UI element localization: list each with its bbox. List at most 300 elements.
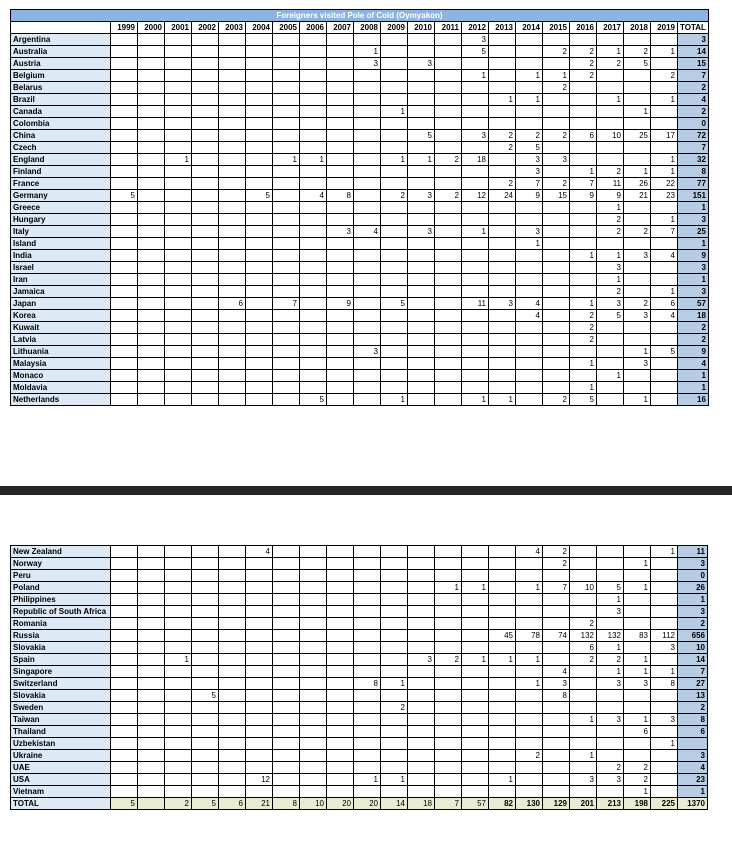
value-cell [570, 738, 597, 750]
value-cell: 1 [597, 666, 624, 678]
row-total-cell: 3 [678, 286, 709, 298]
value-cell [192, 262, 219, 274]
year-total-cell: 130 [516, 798, 543, 810]
value-cell [165, 594, 192, 606]
value-cell: 2 [597, 214, 624, 226]
table-row [11, 702, 708, 714]
value-cell [354, 334, 381, 346]
value-cell [219, 106, 246, 118]
value-cell [354, 190, 381, 202]
value-cell [111, 334, 138, 346]
value-cell [381, 594, 408, 606]
value-cell [651, 82, 678, 94]
value-cell [192, 178, 219, 190]
value-cell: 2 [543, 130, 570, 142]
value-cell: 4 [354, 226, 381, 238]
value-cell [381, 226, 408, 238]
row-total-cell: 11 [678, 546, 708, 558]
country-cell: Iran [11, 274, 111, 286]
value-cell: 3 [624, 678, 651, 690]
value-cell [381, 82, 408, 94]
country-cell: Kuwait [11, 322, 111, 334]
value-cell: 8 [327, 190, 354, 202]
year-total-cell: 213 [597, 798, 624, 810]
year-total-cell: 18 [408, 798, 435, 810]
value-cell [192, 750, 219, 762]
value-cell [651, 382, 678, 394]
value-cell [138, 606, 165, 618]
value-cell [192, 358, 219, 370]
country-cell: France [11, 178, 111, 190]
value-cell [354, 154, 381, 166]
value-cell [111, 310, 138, 322]
value-cell [138, 714, 165, 726]
value-cell [516, 594, 543, 606]
value-cell: 2 [597, 654, 624, 666]
value-cell [138, 250, 165, 262]
table-row [11, 190, 709, 202]
row-total-cell: 27 [678, 678, 708, 690]
value-cell [651, 606, 678, 618]
value-cell [273, 58, 300, 70]
value-cell [435, 618, 462, 630]
value-cell [435, 322, 462, 334]
value-cell [111, 118, 138, 130]
value-cell [624, 618, 651, 630]
value-cell [165, 334, 192, 346]
value-cell [192, 618, 219, 630]
value-cell [219, 322, 246, 334]
value-cell [435, 738, 462, 750]
value-cell [111, 382, 138, 394]
value-cell [165, 106, 192, 118]
value-cell [462, 762, 489, 774]
value-cell: 1 [597, 94, 624, 106]
value-cell [462, 750, 489, 762]
row-total-cell: 9 [678, 250, 709, 262]
value-cell [300, 334, 327, 346]
value-cell [354, 714, 381, 726]
value-cell: 4 [246, 546, 273, 558]
country-cell: Malaysia [11, 358, 111, 370]
value-cell [246, 750, 273, 762]
value-cell [570, 106, 597, 118]
country-cell: Switzerland [11, 678, 111, 690]
value-cell [381, 334, 408, 346]
value-cell [408, 166, 435, 178]
value-cell [327, 702, 354, 714]
value-cell [192, 582, 219, 594]
value-cell [111, 82, 138, 94]
table-row [11, 630, 708, 642]
value-cell [246, 714, 273, 726]
value-cell: 6 [624, 726, 651, 738]
value-cell [354, 394, 381, 406]
value-cell: 3 [462, 34, 489, 46]
row-total-cell: 3 [678, 606, 708, 618]
value-cell [435, 310, 462, 322]
value-cell [165, 666, 192, 678]
value-cell [597, 118, 624, 130]
value-cell [570, 274, 597, 286]
country-cell: Philippines [11, 594, 111, 606]
value-cell: 5 [651, 346, 678, 358]
value-cell [543, 94, 570, 106]
value-cell: 1 [516, 582, 543, 594]
value-cell [381, 250, 408, 262]
value-cell [300, 58, 327, 70]
value-cell: 1 [273, 154, 300, 166]
value-cell [543, 274, 570, 286]
value-cell: 1 [651, 166, 678, 178]
value-cell [462, 570, 489, 582]
value-cell [408, 582, 435, 594]
value-cell [273, 654, 300, 666]
value-cell [597, 546, 624, 558]
value-cell: 3 [516, 166, 543, 178]
value-cell [300, 570, 327, 582]
value-cell [489, 786, 516, 798]
value-cell [516, 570, 543, 582]
value-cell [354, 606, 381, 618]
value-cell [597, 154, 624, 166]
value-cell [327, 94, 354, 106]
value-cell [192, 70, 219, 82]
value-cell [462, 558, 489, 570]
value-cell [462, 202, 489, 214]
value-cell [354, 274, 381, 286]
value-cell [597, 558, 624, 570]
value-cell [111, 322, 138, 334]
row-total-cell: 13 [678, 690, 708, 702]
year-header-2008: 2008 [354, 22, 381, 34]
value-cell [219, 702, 246, 714]
country-cell: Germany [11, 190, 111, 202]
year-header-2005: 2005 [273, 22, 300, 34]
value-cell [435, 166, 462, 178]
value-cell [462, 618, 489, 630]
value-cell: 9 [570, 190, 597, 202]
value-cell [138, 558, 165, 570]
value-cell [111, 274, 138, 286]
row-total-cell: 2 [678, 334, 709, 346]
value-cell [273, 786, 300, 798]
value-cell [219, 394, 246, 406]
value-cell [516, 606, 543, 618]
value-cell [165, 34, 192, 46]
value-cell: 3 [543, 678, 570, 690]
value-cell [408, 750, 435, 762]
value-cell [516, 202, 543, 214]
country-cell: Peru [11, 570, 111, 582]
value-cell [462, 346, 489, 358]
value-cell [300, 382, 327, 394]
value-cell [192, 226, 219, 238]
country-cell: Austria [11, 58, 111, 70]
value-cell [219, 286, 246, 298]
country-cell: Czech [11, 142, 111, 154]
value-cell [219, 382, 246, 394]
value-cell [219, 58, 246, 70]
value-cell [516, 82, 543, 94]
value-cell [381, 382, 408, 394]
value-cell [624, 142, 651, 154]
table-row [11, 226, 709, 238]
value-cell [192, 678, 219, 690]
table-row [11, 286, 709, 298]
value-cell [489, 238, 516, 250]
value-cell [165, 774, 192, 786]
table-row [11, 546, 708, 558]
value-cell: 5 [381, 298, 408, 310]
value-cell [543, 286, 570, 298]
value-cell [381, 546, 408, 558]
value-cell [435, 570, 462, 582]
value-cell [165, 358, 192, 370]
table-row [11, 786, 708, 798]
year-header-1999: 1999 [111, 22, 138, 34]
year-total-cell: 20 [354, 798, 381, 810]
value-cell [192, 34, 219, 46]
value-cell [246, 382, 273, 394]
value-cell [462, 594, 489, 606]
value-cell [111, 46, 138, 58]
value-cell [408, 678, 435, 690]
value-cell [111, 394, 138, 406]
value-cell [300, 142, 327, 154]
value-cell: 78 [516, 630, 543, 642]
country-cell: Slovakia [11, 690, 111, 702]
value-cell [192, 382, 219, 394]
value-cell [381, 274, 408, 286]
value-cell [489, 82, 516, 94]
value-cell [408, 714, 435, 726]
value-cell [165, 274, 192, 286]
value-cell [111, 226, 138, 238]
value-cell [165, 370, 192, 382]
value-cell: 1 [462, 70, 489, 82]
value-cell: 2 [543, 178, 570, 190]
value-cell [165, 606, 192, 618]
country-cell: Thailand [11, 726, 111, 738]
value-cell [219, 178, 246, 190]
value-cell: 1 [516, 678, 543, 690]
value-cell [462, 142, 489, 154]
value-cell [192, 714, 219, 726]
value-cell [435, 370, 462, 382]
value-cell [138, 82, 165, 94]
value-cell [597, 738, 624, 750]
value-cell [246, 178, 273, 190]
table-row [11, 94, 709, 106]
value-cell [273, 558, 300, 570]
value-cell [219, 46, 246, 58]
value-cell [651, 394, 678, 406]
value-cell [138, 382, 165, 394]
value-cell [273, 346, 300, 358]
row-total-cell: 2 [678, 106, 709, 118]
table-row [11, 322, 709, 334]
table-row [11, 618, 708, 630]
value-cell [165, 130, 192, 142]
value-cell: 5 [597, 582, 624, 594]
value-cell [273, 82, 300, 94]
row-total-cell: 7 [678, 666, 708, 678]
value-cell [381, 750, 408, 762]
value-cell [516, 642, 543, 654]
value-cell: 2 [543, 394, 570, 406]
value-cell [381, 178, 408, 190]
row-total-cell: 8 [678, 714, 708, 726]
value-cell [111, 558, 138, 570]
value-cell [327, 118, 354, 130]
value-cell: 5 [300, 394, 327, 406]
value-cell [381, 666, 408, 678]
value-cell: 1 [165, 154, 192, 166]
value-cell [165, 726, 192, 738]
value-cell [192, 298, 219, 310]
value-cell: 4 [651, 310, 678, 322]
value-cell [192, 286, 219, 298]
value-cell [435, 358, 462, 370]
value-cell [624, 702, 651, 714]
value-cell: 83 [624, 630, 651, 642]
row-total-cell: 8 [678, 166, 709, 178]
value-cell [219, 70, 246, 82]
value-cell [165, 346, 192, 358]
country-cell: Belarus [11, 82, 111, 94]
value-cell: 1 [597, 594, 624, 606]
value-cell [273, 34, 300, 46]
country-cell: Japan [11, 298, 111, 310]
value-cell [138, 58, 165, 70]
value-cell [300, 594, 327, 606]
row-total-cell: 2 [678, 322, 709, 334]
country-cell: Monaco [11, 370, 111, 382]
value-cell [624, 286, 651, 298]
value-cell [192, 94, 219, 106]
value-cell [165, 382, 192, 394]
value-cell [381, 94, 408, 106]
value-cell [624, 546, 651, 558]
value-cell [651, 726, 678, 738]
value-cell [570, 570, 597, 582]
value-cell [435, 702, 462, 714]
value-cell [246, 642, 273, 654]
value-cell [570, 346, 597, 358]
row-total-cell: 1 [678, 370, 709, 382]
value-cell [300, 654, 327, 666]
value-cell [111, 34, 138, 46]
table-row [11, 346, 709, 358]
value-cell [462, 118, 489, 130]
value-cell [327, 606, 354, 618]
value-cell [327, 34, 354, 46]
value-cell [354, 34, 381, 46]
value-cell [192, 642, 219, 654]
value-cell [543, 774, 570, 786]
value-cell: 3 [408, 190, 435, 202]
country-cell: Colombia [11, 118, 111, 130]
value-cell [138, 762, 165, 774]
value-cell [381, 46, 408, 58]
value-cell [597, 358, 624, 370]
year-total-cell: 7 [435, 798, 462, 810]
value-cell [570, 690, 597, 702]
value-cell [327, 654, 354, 666]
value-cell [219, 214, 246, 226]
value-cell [111, 582, 138, 594]
table-row [11, 214, 709, 226]
value-cell [408, 738, 435, 750]
country-cell: USA [11, 774, 111, 786]
value-cell [111, 714, 138, 726]
value-cell [516, 702, 543, 714]
value-cell [651, 370, 678, 382]
value-cell [327, 726, 354, 738]
value-cell [462, 322, 489, 334]
value-cell [219, 310, 246, 322]
value-cell [246, 690, 273, 702]
value-cell: 2 [489, 142, 516, 154]
value-cell [381, 786, 408, 798]
value-cell: 1 [489, 394, 516, 406]
value-cell [435, 666, 462, 678]
row-total-cell: 4 [678, 94, 709, 106]
value-cell [381, 630, 408, 642]
value-cell [273, 394, 300, 406]
year-header-2002: 2002 [192, 22, 219, 34]
value-cell [408, 666, 435, 678]
value-cell [570, 142, 597, 154]
value-cell [246, 94, 273, 106]
value-cell: 24 [489, 190, 516, 202]
value-cell [489, 346, 516, 358]
value-cell [462, 82, 489, 94]
value-cell [408, 726, 435, 738]
value-cell: 5 [246, 190, 273, 202]
value-cell [543, 618, 570, 630]
value-cell [327, 46, 354, 58]
value-cell [408, 630, 435, 642]
value-cell [597, 382, 624, 394]
value-cell: 5 [462, 46, 489, 58]
value-cell [354, 546, 381, 558]
value-cell: 2 [597, 286, 624, 298]
value-cell [300, 726, 327, 738]
value-cell: 5 [597, 310, 624, 322]
value-cell: 17 [651, 130, 678, 142]
value-cell [354, 726, 381, 738]
value-cell: 2 [597, 762, 624, 774]
value-cell [138, 322, 165, 334]
value-cell [111, 702, 138, 714]
value-cell [435, 346, 462, 358]
value-cell [651, 558, 678, 570]
country-cell: Ukraine [11, 750, 111, 762]
value-cell [624, 262, 651, 274]
value-cell [435, 70, 462, 82]
table-row [11, 738, 708, 750]
value-cell [354, 690, 381, 702]
value-cell: 10 [570, 582, 597, 594]
value-cell [300, 702, 327, 714]
value-cell: 1 [408, 154, 435, 166]
row-total-cell: 15 [678, 58, 709, 70]
value-cell [543, 322, 570, 334]
value-cell [327, 594, 354, 606]
value-cell [300, 558, 327, 570]
